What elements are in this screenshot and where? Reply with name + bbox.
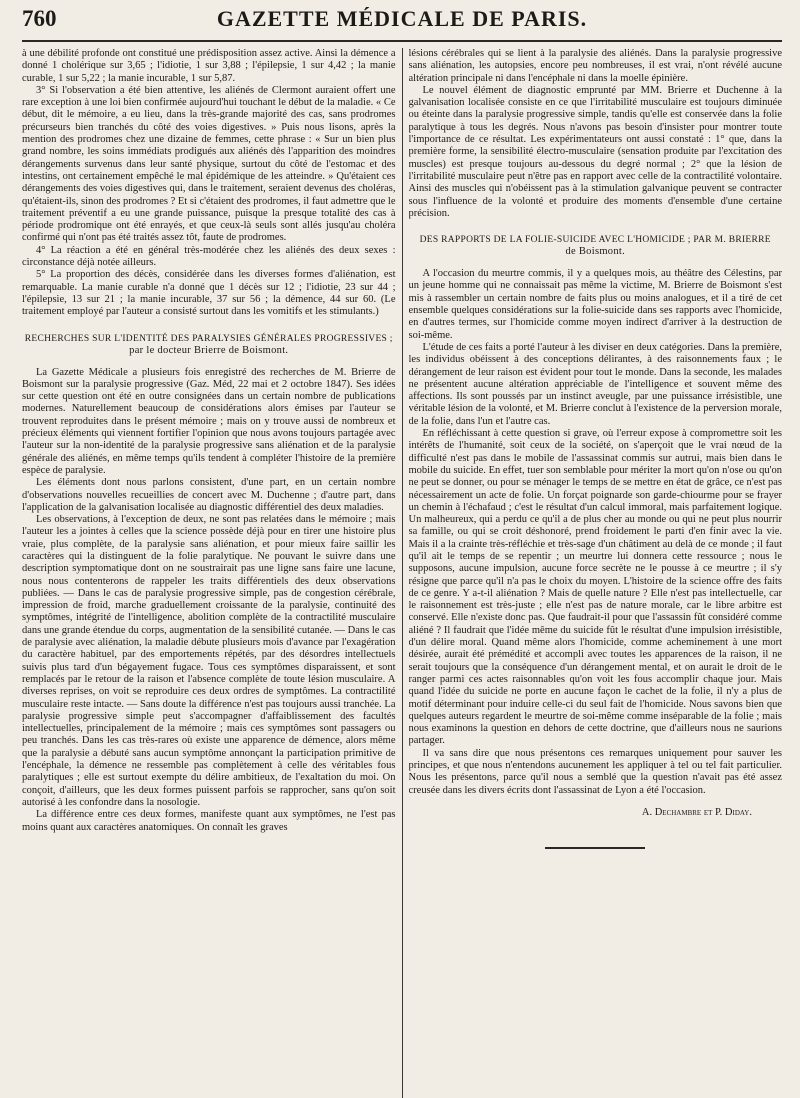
article-heading [22,333,396,357]
paragraph: 3° Si l'observation a été bien attentive, les aliénés de Clermont auraient offert une rare exception à une loi bien confirmée aujourd'hui touchant le début de la maladie. « Ce début, dit le mémoire, a eu lieu, dans la très-grande majorité des cas, sans prodromes précurseurs bien tranchés du côté des voies digestives. » Puis nous lisons, après la mention des prodromes chez une dizaine de femmes, cette phrase : « Sur un bien plus grand nombre, les soins immédiats prodigués aux aliénés dès l'apparition des moindres dérangements survenus dans leur santé physique, surtout du côté de l'estomac et des intestins, ont certainement empêché le mal épidémique de les atteindre. » Qu'étaient ces dérangements des voies digestives qui, dans le traitement, seraient devenus des choléras, qu'étaient-ils, sinon des prodromes ? Et si c'étaient des prodromes, il faut admettre que le traitement préventif a eu une grande puissance, puisque la presque totalité des cas à période prodromique ont été enrayés, et que ceux-là seuls sont allés jusqu'au choléra confirmé qui n'ont pas été traités assez tôt, faute de prodromes. [22,84,396,244]
page-number: 760 [22,6,57,31]
paragraph: Il va sans dire que nous présentons ces remarques uniquement pour sauver les principes, et que nous n'entendons aucunement les appliquer à tel ou tel fait particulier. Nous les présentons, parce qu'il nous a semblé que la question n'avait pas été assez creusée dans les divers écrits dont l'assassinat de Lyon a été l'occasion. [408,747,782,796]
paragraph: A l'occasion du meurtre commis, il y a quelques mois, au théâtre des Célestins, par un jeune homme qui ne connaissait pas même la victime, M. Brierre de Boismont s'est mis à rassembler un certain nombre de faits plus ou moins analogues, et il a tiré de cet ensemble quelques considérations sur la folie-suicide dans ses rapports avec l'homicide, en d'autres termes, sur l'homicide comme moyen indirect d'arriver à la destruction de soi-même. [408,268,782,341]
page-header [22,6,782,42]
article-heading [409,234,783,258]
right-column [409,48,783,1098]
column-divider [402,48,403,1098]
paragraph: L'étude de ces faits a porté l'auteur à les diviser en deux catégories. Dans la première, les individus obéissent à des conceptions délirantes, à des raisonnements faux ; le dérangement de leur raison est évident pour tout le monde. Dans la seconde, les malades ne présentent aucune altération appréciable de l'intelligence et souvent même des affections. Ils sont poussés par un instinct aveugle, par une puissance irrésistible, une véritable lésion de la volonté, et M. Brierre conclut à l'existence de la perversion morale, de la folie, dans l'un et l'autre cas. [408,341,782,427]
paragraph: Le nouvel élément de diagnostic emprunté par MM. Brierre et Duchenne à la galvanisation localisée consiste en ce que l'irritabilité musculaire est toujours diminuée ou éteinte dans la paralysie progressive simple, tandis qu'elle est conservée dans la folie paralytique à tous les degrés. Nous n'avons pas besoin d'insister pour montrer toute l'importance de ce résultat. Les expérimentateurs ont aussi constaté : 1° que, dans la première forme, la sensibilité électro-musculaire (sensation produite par l'excitation des muscles) est presque toujours au-dessous du degré normal ; 2° que la lésion de l'irritabilité musculaire peut n'être pas en rapport avec celle de la contractilité volontaire. Ainsi des muscles qui n'obéissent pas à la stimulation galvanique peuvent se contracter sous l'influence de la volonté et produire des moments d'ensemble d'une certaine précision. [408,84,782,219]
paragraph: à une débilité profonde ont constitué une prédisposition assez active. Ainsi la démence a donné 1 cholérique sur 3,65 ; l'idiotie, 1 sur 3,88 ; l'épilepsie, 1 sur 4,42 ; la manie curable, 1 sur 5,22 ; la manie incurable, 1 sur 5,87. [22,48,396,84]
paragraph: 5° La proportion des décès, considérée dans les diverses formes d'aliénation, est remarquable. La manie curable n'a donné que 1 décès sur 12 ; l'idiotie, 23 sur 44 ; l'épilepsie, 13 sur 21 ; la manie incurable, 37 sur 56 ; la démence, 44 sur 60. (Le traitement employé par l'auteur a consisté surtout dans les vomitifs et les stimulants.) [22,269,396,318]
paragraph: En réfléchissant à cette question si grave, où l'erreur expose à compromettre soit les intérêts de l'humanité, soit ceux de la société, on s'aperçoit que le vrai nœud de la difficulté n'est pas dans le mobile de l'assassinat commis sur autrui, mais bien dans le mobile du suicide. En effet, tuer son semblable pour mériter la mort qu'on n'ose ou qu'on ne peut se donner, ou pour se ménager le temps de se mettre en état de grâce, ce n'est pas nécessairement un acte de folie. Un forçat poignarde son garde-chiourme pour se frayer un chemin à l'échafaud ; c'est le résultat d'un calcul immoral, mais parfaitement logique. Un malheureux, qui a perdu ce qu'il a de plus cher au monde ou qui ne peut plus nourrir sa famille, ou qui se croit déshonoré, prend froidement le parti d'en finir avec la vie. Mais il a la crainte très-réfléchie et très-sage d'un châtiment au delà de ce monde ; il faut qu'il ait le temps de se repentir ; un meurtre lui donnera cette ressource ; nous le supposons, aucune impulsion, aucune force secrète ne le pousse à ce meurtre ; il s'y résigne que parce qu'il n'a pas le choix du moyen. L'histoire de la science offre des faits de ce genre. Y a-t-il aliénation ? Mais de quelle nature ? Elle n'est pas intellectuelle, car le raisonnement est très-juste ; elle n'est pas de nature morale, car le libre arbitre est conservé. Elle n'existe donc pas. Que faudrait-il pour que l'assassin fût considéré comme aliéné ? Il faudrait que l'idée même du suicide fût le résultat d'une impulsion irrésistible, d'un délire moral. Quand même alors l'homicide, comme acheminement à une mort désirée, aurait été prémédité et accompli avec toutes les apparences de la raison, il ne serait toujours que la conséquence d'un dérangement mental, et on aurait le droit de le ranger parmi ces actes raisonnables qu'on voit les fous accomplir chaque jour. Mais quand l'idée du suicide ne porte en aucune façon le cachet de la folie, il n'y a plus de motif déterminant pour induire celle-ci du seul fait de l'homicide. Nous savons bien que quelques auteurs regardent le meurtre de soi-même comme inséparable de la folie ; mais nous examinons la question en dehors de cette doctrine, que d'ailleurs nous ne saurions partager. [408,428,782,747]
left-column [22,48,396,1098]
paragraph: lésions cérébrales qui se lient à la paralysie des aliénés. Dans la paralysie progressive sans aliénation, les autopsies, encore peu nombreuses, il est vrai, n'ont révélé aucune altération principale ni dans l'encéphale ni dans la moelle épinière. [408,48,782,84]
two-column-body [22,48,782,1098]
paragraph: 4° La réaction a été en général très-modérée chez les aliénés des deux sexes : circonstance déjà notée ailleurs. [22,244,396,269]
article-byline: par le docteur Brierre de Boismont. [129,344,289,356]
signature: A. Dechambre et P. Diday. [641,806,752,818]
paragraph: Les éléments dont nous parlons consistent, d'une part, en un certain nombre d'observations nouvelles recueillies de concert avec M. Duchenne ; d'autre part, dans l'application de la galvanisation localisée au diagnostic différentiel des deux maladies. [22,477,396,513]
journal-title: GAZETTE MÉDICALE DE PARIS. [216,6,588,31]
paragraph: Les observations, à l'exception de deux, ne sont pas relatées dans le mémoire ; mais l'auteur les a jointes à celles que la science possède déjà pour en tirer une histoire plus vraie, plus complète, de la paralysie sans aliénation, et pour mieux faire saillir les caractères qui la distinguent de la folie paralytique. Ne pouvant le suivre dans une description symptomatique dont on ne soustrairait pas une ligne sans faire une lacune, nous nous contenterons de rappeler les traits différentiels des deux observations publiées. — Dans le cas de paralysie progressive simple, pas de congestion cérébrale, impression de froid, marche graduellement croissante de la paralysie, continuité des symptômes, intégrité de l'intelligence, abolition complète de la contractilité musculaire dans une grande étendue du corps, augmentation de la sensibilité cutanée. — Dans le cas de paralysie avec aliénation, la maladie débute plusieurs mois d'avance par l'exagération du caractère habituel, par des emportements répétés, par des désordres intellectuels suivis plus tard d'un bégayement fugace. Tous ces symptômes disparaissent, et sont remplacés par le retour de la raison et l'absence complète de toute lésion musculaire. A diverses reprises, on voit se reproduire ces deux ordres de symptômes. La contractilité musculaire reste intacte. — Sans doute la différence n'est pas toujours aussi tranchée. La paralysie progressive simple peut s'accompagner d'affaiblissement des facultés intellectuelles, principalement de la mémoire ; mais ces symptômes sont passagers ou peu tranchés. Dans les cas très-rares où existe une apparence de démence, alors même que la paralysie a débuté sans aucun symptôme annonçant la participation primitive de l'encéphale, la démence ne ressemble pas complètement à celle des véritables fous paralytiques ; elle est surtout exempte du délire ambitieux, de l'exaltation du moi. On conçoit, d'ailleurs, que les deux formes puissent parfois se rapprocher, sans qu'on soit autorisé à les confondre dans la nosologie. [22,514,396,808]
paragraph: La différence entre ces deux formes, manifeste quant aux symptômes, ne l'est pas moins quant aux caractères anatomiques. On connaît les graves [22,809,396,833]
paragraph: La Gazette Médicale a plusieurs fois enregistré des recherches de M. Brierre de Boismont sur la paralysie progressive (Gaz. Méd, 22 mai et 2 octobre 1847). Ses idées sur cette question ont été en outre consignées dans un certain nombre de publications modernes. Naturellement beaucoup de considérations alors émises par l'auteur se trouvent reproduites dans le présent mémoire ; mais on y trouve aussi de nombreux et précieux éléments qui viennent fortifier l'opinion que nous avons toujours partagée avec l'auteur sur la non-identité de la paralysie progressive sans aliénation et de la paralysie générale des aliénés, en même temps qu'ils tendent à compléter l'histoire de la première espèce de paralysie. [22,366,396,476]
end-rule [545,847,645,849]
article-title: RECHERCHES SUR L'IDENTITÉ DES PARALYSIES GÉNÉRALES PROGRESSIVES ; [24,333,393,344]
article-title: DES RAPPORTS DE LA FOLIE-SUICIDE AVEC L'HOMICIDE ; PAR M. BRIERRE [419,235,771,246]
article-byline: de Boismont. [565,246,626,258]
